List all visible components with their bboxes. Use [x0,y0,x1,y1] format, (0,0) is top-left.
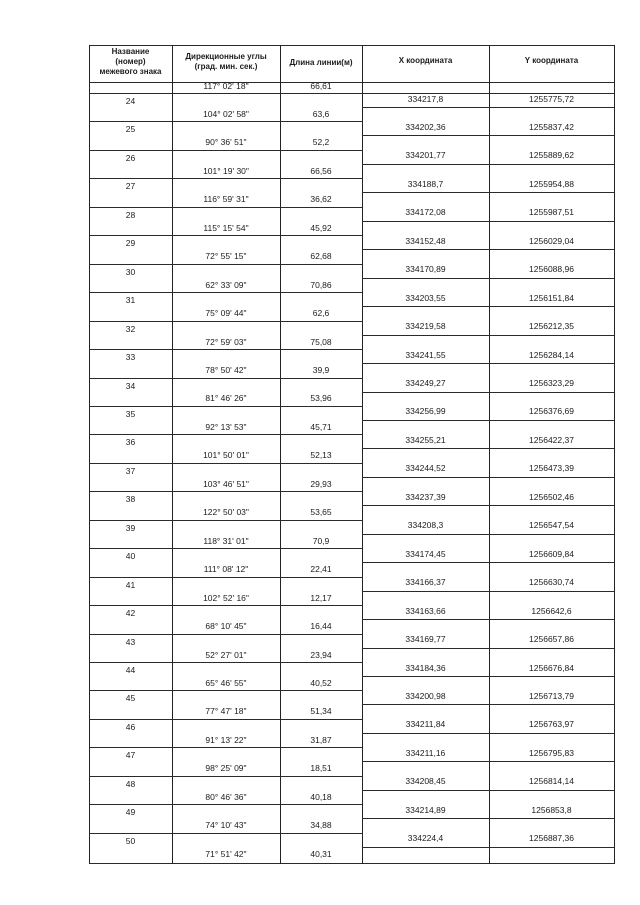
row-rule [362,619,614,620]
row-rule [362,164,614,165]
marker-name: 41 [125,579,136,590]
y-coordinate: 1256713,79 [529,690,574,701]
row-rule [89,235,362,236]
row-rule [362,648,614,649]
y-coordinate: 1256795,83 [529,747,574,758]
header-angle-line: (град. мин. сек.) [194,62,258,71]
row-rule [89,349,362,350]
direction-angle: 68° 10' 45" [205,621,247,632]
row-rule [362,448,614,449]
row-rule [362,278,614,279]
row-rule [89,121,362,122]
line-length: 29,93 [310,478,332,489]
y-coordinate: 1256887,36 [529,833,574,844]
x-coordinate: 334152,48 [405,235,446,246]
marker-name: 30 [125,266,136,277]
x-coordinate: 334174,45 [405,548,446,559]
row-rule [362,790,614,791]
direction-angle: 92° 13' 53" [205,421,247,432]
direction-angle: 52° 27' 01" [205,649,247,660]
x-coordinate: 334211,16 [405,747,446,758]
line-length: 45,92 [310,222,332,233]
line-length: 63,6 [312,108,330,119]
line-length: 36,62 [310,194,332,205]
marker-name: 44 [125,665,136,675]
y-coordinate: 1256284,14 [529,349,574,360]
marker-name: 43 [125,636,136,647]
row-rule [89,378,362,379]
direction-angle: 102° 52' 16" [203,592,249,603]
y-coordinate: 1256212,35 [529,321,574,332]
row-rule [89,491,362,492]
y-coordinate: 1256814,14 [529,776,574,787]
x-coordinate: 334166,37 [405,577,446,588]
marker-name: 34 [125,380,136,391]
marker-name: 50 [125,835,136,846]
direction-angle: 111° 08' 12" [203,564,249,575]
y-coordinate: 1256609,84 [529,548,574,559]
x-coordinate: 334211,84 [405,719,446,730]
row-rule [362,363,614,364]
row-rule [89,520,362,521]
row-rule [362,335,614,336]
x-coordinate: 334201,77 [405,150,446,161]
x-coordinate: 334163,66 [405,605,446,616]
marker-name: 32 [125,323,136,334]
direction-angle: 103° 46' 51" [203,478,249,489]
y-coordinate: 1255987,51 [529,207,574,218]
marker-name: 40 [125,551,136,562]
line-length: 40,18 [310,791,332,802]
marker-name: 33 [125,352,136,363]
x-coordinate: 334184,36 [405,662,446,673]
x-coordinate: 334169,77 [405,634,446,645]
marker-name: 49 [125,807,136,818]
x-coordinate: 334255,21 [405,434,446,445]
header-y-coordinate: Y координата [524,56,579,65]
header-marker-line: (номер) [115,57,146,66]
direction-angle: 101° 50' 01" [203,450,249,461]
y-coordinate: 1256473,39 [529,463,574,474]
marker-name: 28 [125,209,136,220]
y-coordinate: 1256422,37 [529,434,574,445]
line-length: 31,87 [310,734,332,745]
x-coordinate: 334208,45 [405,776,446,787]
row-rule [362,847,614,848]
direction-angle: 101° 19' 30" [203,165,249,176]
header-marker-line: межевого знака [99,67,162,76]
direction-angle: 91° 13' 22" [205,734,247,745]
x-coordinate: 334172,08 [405,207,446,218]
row-rule [362,534,614,535]
direction-angle: 81° 46' 26" [205,393,247,404]
marker-name: 47 [125,750,136,761]
line-length: 66,56 [310,165,332,176]
line-length: 34,88 [310,820,332,831]
marker-name: 35 [125,408,136,419]
row-rule [89,178,362,179]
row-rule [362,221,614,222]
line-length: 16,44 [310,621,332,632]
row-rule [89,292,362,293]
row-rule [362,818,614,819]
marker-name: 31 [125,295,136,306]
direction-angle: 122° 50' 03" [203,507,249,518]
marker-name: 42 [125,608,136,619]
x-coordinate: 334200,98 [405,690,446,701]
header-x-coordinate: X координата [398,56,453,65]
direction-angle: 62° 33' 09" [205,279,247,290]
row-rule [89,577,362,578]
header-angle-line: Дирекционные углы [185,52,267,61]
row-rule [362,704,614,705]
row-rule [362,107,614,108]
line-length: 45,71 [310,421,332,432]
row-rule [89,264,362,265]
marker-name: 25 [125,124,136,135]
direction-angle: 115° 15' 54" [203,222,249,233]
marker-name: 24 [125,96,136,106]
direction-angle: 77° 47' 18" [205,706,247,717]
row-rule [89,150,362,151]
row-rule [89,548,362,549]
direction-angle: 118° 31' 01" [203,535,249,546]
line-length: 52,13 [310,450,332,461]
row-rule [362,306,614,307]
marker-name: 29 [125,238,136,249]
line-length: 12,17 [310,592,332,603]
line-length: 53,65 [310,507,332,518]
x-coordinate: 334237,39 [405,491,446,502]
line-length: 75,08 [310,336,332,347]
y-coordinate: 1256763,97 [529,719,574,730]
marker-name: 39 [125,522,136,533]
line-length: 70,86 [310,279,332,290]
x-coordinate: 334249,27 [405,378,446,388]
direction-angle: 71° 51' 42" [205,848,247,859]
direction-angle: 98° 25' 09" [205,763,247,774]
direction-angle: 117° 02' 18" [203,80,249,91]
direction-angle: 72° 59' 03" [205,336,247,347]
y-coordinate: 1256630,74 [529,577,574,588]
row-rule [362,192,614,193]
line-length: 52,2 [312,137,330,148]
y-coordinate: 1256376,69 [529,406,574,417]
line-length: 53,96 [310,393,332,404]
x-coordinate: 334214,89 [405,804,446,815]
x-coordinate: 334256,99 [405,406,446,417]
line-length: 40,31 [310,848,332,859]
row-rule [89,321,362,322]
direction-angle: 75° 09' 44" [205,308,247,319]
y-coordinate: 1256657,86 [529,634,574,645]
row-rule [89,719,362,720]
row-rule [89,93,362,94]
direction-angle: 104° 02' 58" [203,108,249,119]
row-rule [89,747,362,748]
row-rule [89,207,362,208]
direction-angle: 72° 55' 15" [205,251,247,262]
marker-name: 45 [125,693,136,704]
row-rule [89,434,362,435]
x-coordinate: 334244,52 [405,463,446,474]
y-coordinate: 1255954,88 [529,178,574,189]
marker-name: 46 [125,721,136,732]
y-coordinate: 1255837,42 [529,121,574,132]
row-rule [362,392,614,393]
direction-angle: 80° 46' 36" [205,791,247,802]
row-rule [362,562,614,563]
x-coordinate: 334188,7 [407,178,444,189]
x-coordinate: 334219,58 [405,321,446,332]
line-length: 70,9 [312,535,330,546]
header-marker-line: Название [111,47,150,56]
row-rule [362,135,614,136]
y-coordinate: 1256642,6 [531,605,572,616]
x-coordinate: 334202,36 [405,121,446,132]
row-rule [89,605,362,606]
direction-angle: 78° 50' 42" [205,365,247,375]
y-coordinate: 1255889,62 [529,150,574,161]
line-length: 40,52 [310,677,332,688]
line-length: 23,94 [310,649,332,660]
y-coordinate: 1256547,54 [529,520,574,531]
x-coordinate: 334208,3 [407,520,444,531]
y-coordinate: 1256323,29 [529,378,574,388]
y-coordinate: 1256088,96 [529,264,574,275]
y-coordinate: 1256676,84 [529,662,574,673]
row-rule [89,463,362,464]
direction-angle: 90° 36' 51" [205,137,247,148]
line-length: 39,9 [312,365,330,375]
line-length: 22,41 [310,564,332,575]
direction-angle: 65° 46' 55" [205,677,247,688]
line-length: 51,34 [310,706,332,717]
x-coordinate: 334170,89 [405,264,446,275]
y-coordinate: 1256502,46 [529,491,574,502]
line-length: 18,51 [310,763,332,774]
row-rule [362,505,614,506]
y-coordinate: 1256151,84 [529,292,574,303]
row-rule [362,761,614,762]
row-rule [89,662,362,663]
x-coordinate: 334217,8 [407,93,444,104]
row-rule [89,804,362,805]
y-coordinate: 1256029,04 [529,235,574,246]
direction-angle: 74° 10' 43" [205,820,247,831]
line-length: 66,61 [310,80,332,91]
row-rule [89,690,362,691]
header-line-length: Длина линии(м) [289,58,353,67]
row-rule [362,249,614,250]
row-rule [362,477,614,478]
row-rule [89,634,362,635]
marker-name: 26 [125,152,136,163]
marker-name: 38 [125,494,136,505]
x-coordinate: 334203,55 [405,292,446,303]
row-rule [362,733,614,734]
line-length: 62,6 [312,308,330,319]
marker-name: 48 [125,778,136,789]
row-rule [89,833,362,834]
row-rule [362,591,614,592]
direction-angle: 116° 59' 31" [203,194,249,205]
x-coordinate: 334241,55 [405,349,446,360]
x-coordinate: 334224,4 [407,833,444,844]
row-rule [89,776,362,777]
line-length: 62,68 [310,251,332,262]
y-coordinate: 1255775,72 [529,93,574,104]
marker-name: 37 [125,465,136,476]
y-coordinate: 1256853,8 [531,804,572,815]
row-rule [362,676,614,677]
row-rule [89,406,362,407]
marker-name: 36 [125,437,136,448]
marker-name: 27 [125,181,136,192]
row-rule [362,420,614,421]
